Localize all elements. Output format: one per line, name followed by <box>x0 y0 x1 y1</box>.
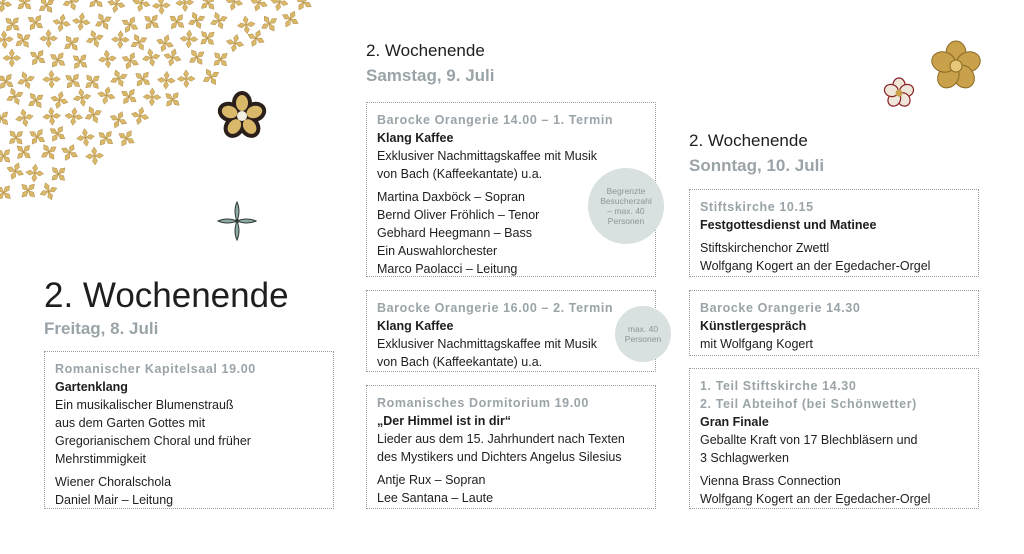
event-description-line: Mehrstimmigkeit <box>55 452 146 466</box>
gold-flower-icon <box>185 9 209 33</box>
event-title: „Der Himmel ist in dir“ <box>377 414 512 428</box>
red-flower-icon <box>882 76 916 110</box>
event-venue: Barocke Orangerie 16.00 – 2. Termin <box>377 301 614 315</box>
gold-flower-icon <box>14 107 35 128</box>
event-venue: 2. Teil Abteihof (bei Schönwetter) <box>700 397 917 411</box>
gold-flower-icon <box>257 11 282 36</box>
event-description-line: von Bach (Kaffeekantate) u.a. <box>377 167 543 181</box>
gold-flower-icon <box>129 105 151 127</box>
gold-flower-icon <box>23 88 48 113</box>
gold-flower-icon <box>48 89 70 111</box>
event-performer: Marco Paolacci – Leitung <box>377 262 518 276</box>
gold-flower-icon <box>116 84 141 109</box>
capacity-badge-line: Personen <box>607 216 645 226</box>
gold-flower-icon <box>177 70 195 88</box>
gold-flower-icon <box>3 125 28 150</box>
capacity-badge-line: Begrenzte <box>606 186 646 196</box>
gold-flower-icon <box>25 163 45 183</box>
gold-flower-icon <box>3 49 21 67</box>
gold-flower-icon <box>57 140 81 164</box>
gold-flower-icon <box>107 108 131 132</box>
event-venue: Stiftskirche 10.15 <box>700 200 814 214</box>
gold-flower-icon <box>184 45 209 70</box>
gold-flower-icon <box>130 0 152 14</box>
event-description-line: Exklusiver Nachmittagskaffee mit Musik <box>377 149 597 163</box>
event-venue: Barocke Orangerie 14.00 – 1. Termin <box>377 113 614 127</box>
event-performer: Daniel Mair – Leitung <box>55 493 174 507</box>
gold-flower-icon <box>14 69 37 92</box>
capacity-badge <box>588 168 664 244</box>
gold-flower-icon <box>143 88 162 107</box>
event-card <box>689 290 979 356</box>
gold-flower-icon <box>60 0 83 13</box>
gold-flower-icon <box>0 69 18 94</box>
weekend-title: 2. Wochenende <box>44 276 289 315</box>
gold-flower-pattern <box>0 0 330 200</box>
weekend-title: 2. Wochenende <box>689 131 808 150</box>
gold-flower-icon <box>36 139 61 164</box>
black-flower-icon <box>212 86 272 146</box>
gold-flower-icon <box>42 70 60 88</box>
gold-flower-icon <box>91 9 115 33</box>
gold-flower-icon <box>157 71 176 90</box>
gold-flower-icon <box>118 49 142 73</box>
gold-flower-icon <box>164 9 189 34</box>
gold-flower-icon <box>127 30 151 54</box>
event-title: Künstlergespräch <box>700 319 807 333</box>
gold-flower-icon <box>0 180 16 200</box>
gold-flower-icon <box>51 12 72 33</box>
event-card <box>689 368 979 509</box>
gold-flower-icon <box>15 178 40 200</box>
event-performer: Gebhard Heegmann – Bass <box>377 226 532 240</box>
capacity-badge-text <box>625 324 661 344</box>
day-title: Freitag, 8. Juli <box>44 319 159 338</box>
gold-flower-icon <box>97 49 117 69</box>
gold-flower-icon <box>928 38 984 94</box>
gold-flower-icon <box>141 47 162 68</box>
gold-flower-icon <box>208 47 233 72</box>
event-card <box>366 385 656 509</box>
event-performer: Martina Daxböck – Sopran <box>377 190 525 204</box>
event-performer: Stiftskirchenchor Zwettl <box>700 241 830 255</box>
gold-flower-icon <box>12 0 37 15</box>
event-description-line: aus dem Garten Gottes mit <box>55 416 206 430</box>
gold-flower-icon <box>75 127 95 147</box>
gold-flower-icon <box>247 0 270 14</box>
capacity-badge-line: – max. 40 <box>607 206 645 216</box>
gold-flower-icon <box>93 126 118 151</box>
gold-flower-icon <box>71 12 91 32</box>
gold-flower-icon <box>223 0 245 13</box>
event-description-line: des Mystikers und Dichters Angelus Silesius <box>377 450 622 464</box>
gold-flower-icon <box>81 103 105 127</box>
gold-flower-icon <box>195 0 220 15</box>
friday-header <box>44 276 289 340</box>
gold-flower-icon <box>0 106 14 131</box>
gold-flower-icon <box>207 9 230 32</box>
event-venue: 1. Teil Stiftskirche 14.30 <box>700 379 857 393</box>
event-title: Gartenklang <box>55 380 128 394</box>
gold-flower-icon <box>83 0 108 13</box>
gold-flower-icon <box>152 0 171 15</box>
gold-flower-icon <box>39 29 57 47</box>
saturday-header <box>366 40 495 87</box>
gold-flower-icon <box>42 107 62 127</box>
capacity-badge-line: Besucherzahl <box>600 196 652 206</box>
event-venue: Romanisches Dormitorium 19.00 <box>377 396 589 410</box>
gold-flower-icon <box>85 146 104 165</box>
gold-flower-icon <box>139 9 164 34</box>
event-description-line: Ein musikalischer Blumenstrauß <box>55 398 234 412</box>
gold-flower-icon <box>10 28 35 53</box>
capacity-badge-line: max. 40 <box>627 324 659 334</box>
capacity-badge <box>615 306 671 362</box>
event-card <box>689 189 979 277</box>
event-title: Klang Kaffee <box>377 319 454 333</box>
gold-flower-icon <box>80 69 105 94</box>
gold-flower-icon <box>130 66 155 91</box>
event-description-line: von Bach (Kaffeekantate) u.a. <box>377 355 543 369</box>
event-description-line: 3 Schlagwerken <box>700 451 789 465</box>
event-performer: Wolfgang Kogert an der Egedacher-Orgel <box>700 259 931 273</box>
event-performer: Lee Santana – Laute <box>377 491 494 505</box>
day-title: Sonntag, 10. Juli <box>689 156 825 175</box>
event-title: Festgottesdienst und Matinee <box>700 218 877 232</box>
event-performer: Antje Rux – Sopran <box>377 473 486 487</box>
event-card <box>366 290 656 372</box>
event-title: Klang Kaffee <box>377 131 454 145</box>
gold-flower-icon <box>45 121 70 146</box>
gold-flower-icon <box>195 25 220 50</box>
gold-flower-icon <box>67 49 92 74</box>
gold-flower-icon <box>278 7 302 31</box>
gold-flower-icon <box>269 0 291 13</box>
gold-flower-icon <box>3 159 26 182</box>
gold-flower-icon <box>291 0 316 14</box>
event-performer: Ein Auswahlorchester <box>377 244 498 258</box>
gold-flower-icon <box>224 32 246 54</box>
event-title: Gran Finale <box>700 415 769 429</box>
gold-flower-icon <box>175 0 194 12</box>
gold-flower-icon <box>0 30 14 49</box>
event-description-line: Lieder aus dem 15. Jahrhundert nach Texten <box>377 432 625 446</box>
gold-flower-icon <box>114 126 139 151</box>
gold-flower-icon <box>23 10 48 35</box>
gold-flower-icon <box>34 0 59 18</box>
gold-flower-icon <box>45 47 70 72</box>
gold-flower-icon <box>25 45 50 70</box>
event-venue: Romanischer Kapitelsaal 19.00 <box>55 362 256 376</box>
gold-flower-icon <box>83 27 106 50</box>
event-description-line: mit Wolfgang Kogert <box>700 337 814 351</box>
gold-flower-icon <box>0 143 16 168</box>
gold-flower-icon <box>0 0 13 14</box>
gold-flower-icon <box>160 87 185 112</box>
capacity-badge-text <box>600 186 652 226</box>
event-card <box>44 351 334 509</box>
day-title: Samstag, 9. Juli <box>366 66 495 85</box>
gold-flower-icon <box>111 30 130 49</box>
event-description-line: Geballte Kraft von 17 Blechbläsern und <box>700 433 918 447</box>
gold-flower-icon <box>236 15 256 35</box>
event-performer: Wolfgang Kogert an der Egedacher-Orgel <box>700 492 931 506</box>
event-venue: Barocke Orangerie 14.30 <box>700 301 861 315</box>
event-description-line: Gregorianischem Choral und früher <box>55 434 251 448</box>
gold-flower-icon <box>64 106 84 126</box>
gold-flower-icon <box>3 85 27 109</box>
gold-flower-icon <box>46 161 71 186</box>
event-performer: Vienna Brass Connection <box>700 474 841 488</box>
gold-flower-icon <box>107 66 131 90</box>
gold-flower-icon <box>180 30 199 49</box>
event-description-line: Exklusiver Nachmittagskaffee mit Musik <box>377 337 597 351</box>
gold-flower-icon <box>72 87 93 108</box>
gold-flower-icon <box>59 31 84 56</box>
gold-flower-icon <box>95 85 117 107</box>
gold-flower-icon <box>105 0 127 15</box>
capacity-badge-line: Personen <box>624 334 662 344</box>
sunday-header <box>689 130 824 177</box>
event-performer: Bernd Oliver Fröhlich – Tenor <box>377 208 540 222</box>
gold-flower-icon <box>37 180 60 200</box>
event-performer: Wiener Choralschola <box>55 475 172 489</box>
teal-flower-icon <box>214 200 260 242</box>
weekend-title: 2. Wochenende <box>366 41 485 60</box>
